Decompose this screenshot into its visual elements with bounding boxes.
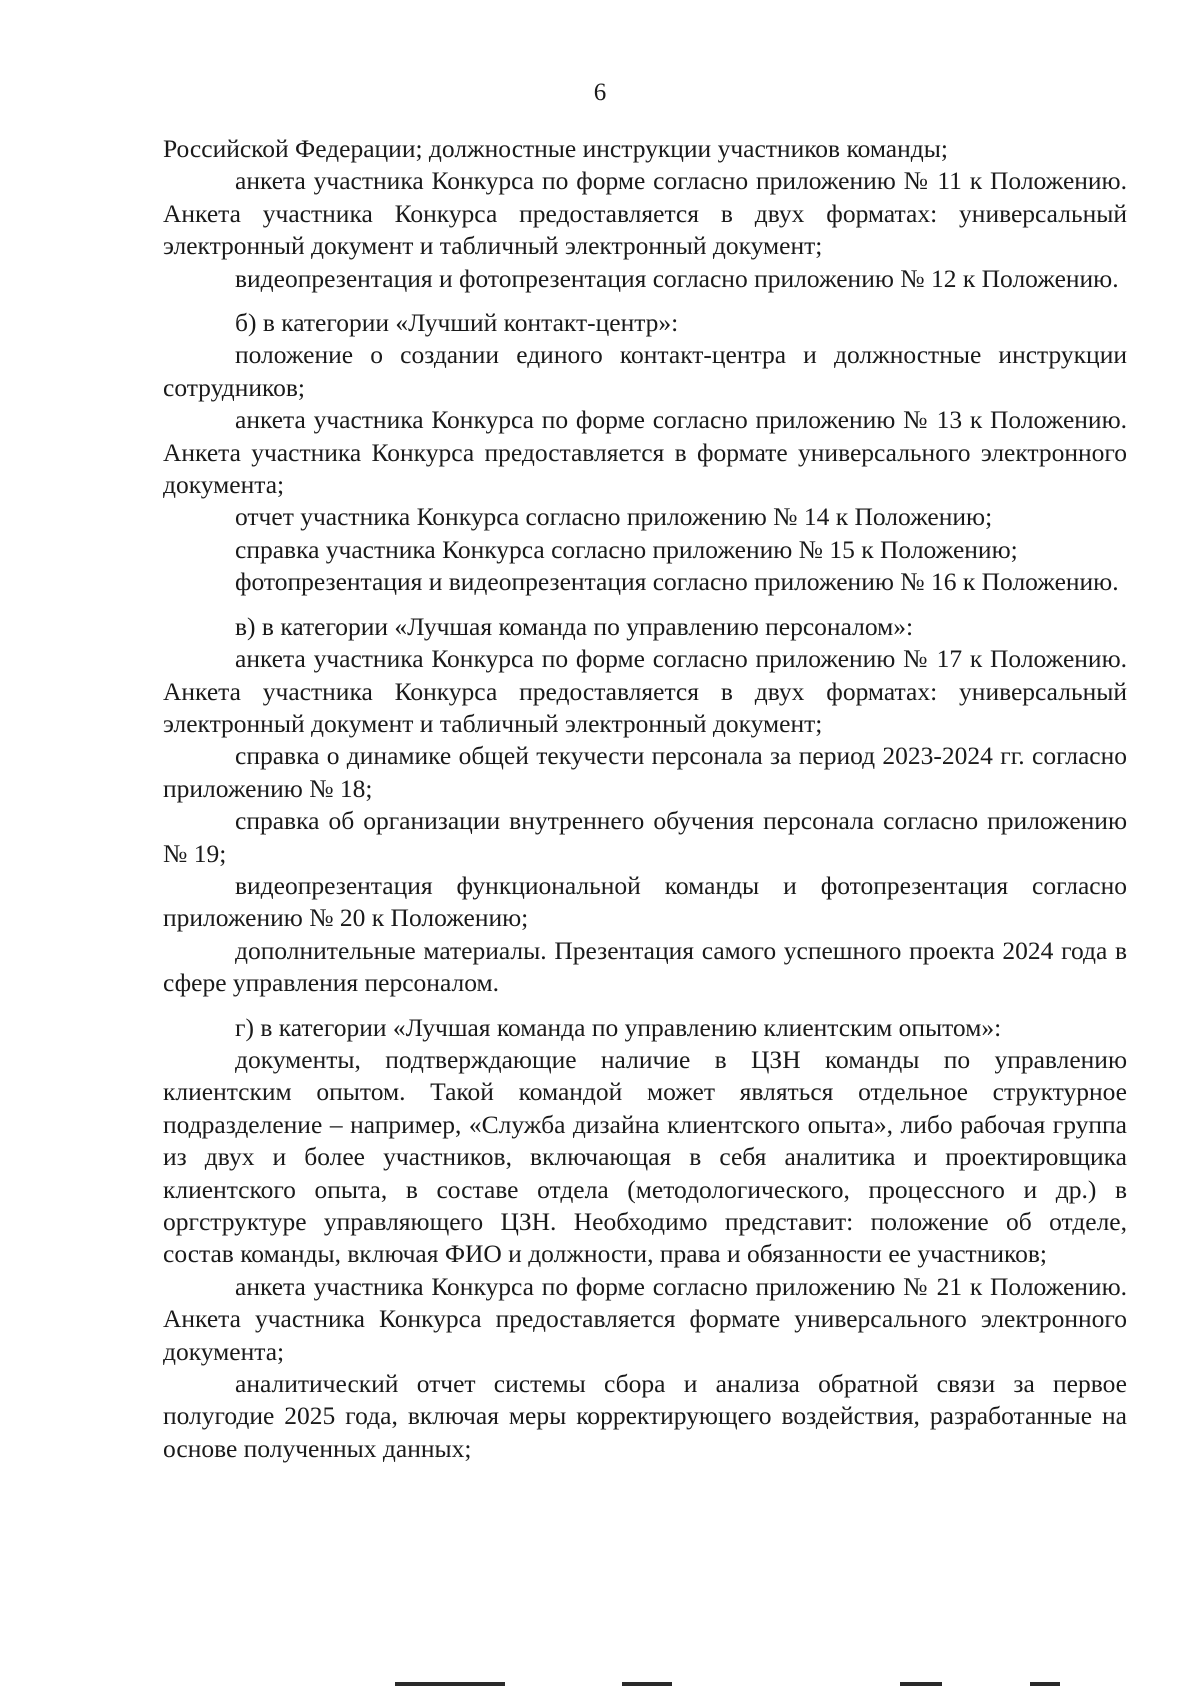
page-number: 6 (593, 79, 607, 106)
paragraph: справка о динамике общей текучести персонала за период 2023-2024 гг. согласно приложению № 18; (163, 741, 1127, 803)
paragraph: справка участника Конкурса согласно приложению № 15 к Положению; (235, 534, 1018, 564)
paragraph: анкета участника Конкурса по форме согласно приложению № 13 к Положению. Анкета участника Конкурса предоставляется в формате универсального электронного документа; (163, 405, 1127, 500)
scan-mark (622, 1682, 672, 1686)
document-body (163, 133, 1127, 1465)
paragraph: анкета участника Конкурса по форме согласно приложению № 17 к Положению. Анкета участника Конкурса предоставляется в двух форматах: универсальный электронный документ и табличный электронный документ; (163, 644, 1127, 738)
paragraph: отчет участника Конкурса согласно приложению № 14 к Положению; (235, 502, 993, 532)
scan-mark (395, 1682, 505, 1686)
paragraph: видеопрезентация и фотопрезентация согласно приложению № 12 к Положению. (235, 263, 1119, 293)
category-heading: б) в категории «Лучший контакт-центр»: (235, 308, 679, 338)
paragraph: Российской Федерации; должностные инструкции участников команды; (163, 134, 948, 163)
paragraph: справка об организации внутреннего обучения персонала согласно приложению № 19; (163, 806, 1127, 868)
paragraph: аналитический отчет системы сбора и анализа обратной связи за первое полугодие 2025 года, включая меры корректирующего воздействия, разработанные на основе полученных данных; (163, 1369, 1127, 1463)
paragraph: документы, подтверждающие наличие в ЦЗН команды по управлению клиентским опытом. Такой командой может являться отдельное структурное подразделение – например, «Служба дизайна клиентского опыта», либо рабочая группа из двух и более участников, включающая в себя аналитика и проектировщика клиентского опыта, в составе отдела (методологического, процессного и др.) в оргструктуре управляющего ЦЗН. Необходимо представит: положение об отделе, состав команды, включая ФИО и должности, права и обязанности ее участников; (163, 1044, 1127, 1269)
category-heading: в) в категории «Лучшая команда по управлению персоналом»: (235, 611, 914, 641)
paragraph: положение о создании единого контакт-центра и должностные инструкции сотрудников; (163, 340, 1127, 402)
paragraph: анкета участника Конкурса по форме согласно приложению № 21 к Положению. Анкета участника Конкурса предоставляется формате универсального электронного документа; (163, 1271, 1127, 1366)
category-heading: г) в категории «Лучшая команда по управлению клиентским опытом»: (235, 1012, 1002, 1042)
scan-edge-marks (0, 1680, 1200, 1689)
paragraph: анкета участника Конкурса по форме согласно приложению № 11 к Положению. Анкета участника Конкурса предоставляется в двух форматах: универсальный электронный документ и табличный электронный документ; (163, 166, 1127, 261)
scan-mark (1030, 1682, 1060, 1686)
scan-mark (900, 1682, 942, 1686)
paragraph: фотопрезентация и видеопрезентация согласно приложению № 16 к Положению. (235, 567, 1119, 597)
paragraph: видеопрезентация функциональной команды и фотопрезентация согласно приложению № 20 к Положению; (163, 870, 1127, 933)
paragraph: дополнительные материалы. Презентация самого успешного проекта 2024 года в сфере управления персоналом. (163, 935, 1127, 998)
